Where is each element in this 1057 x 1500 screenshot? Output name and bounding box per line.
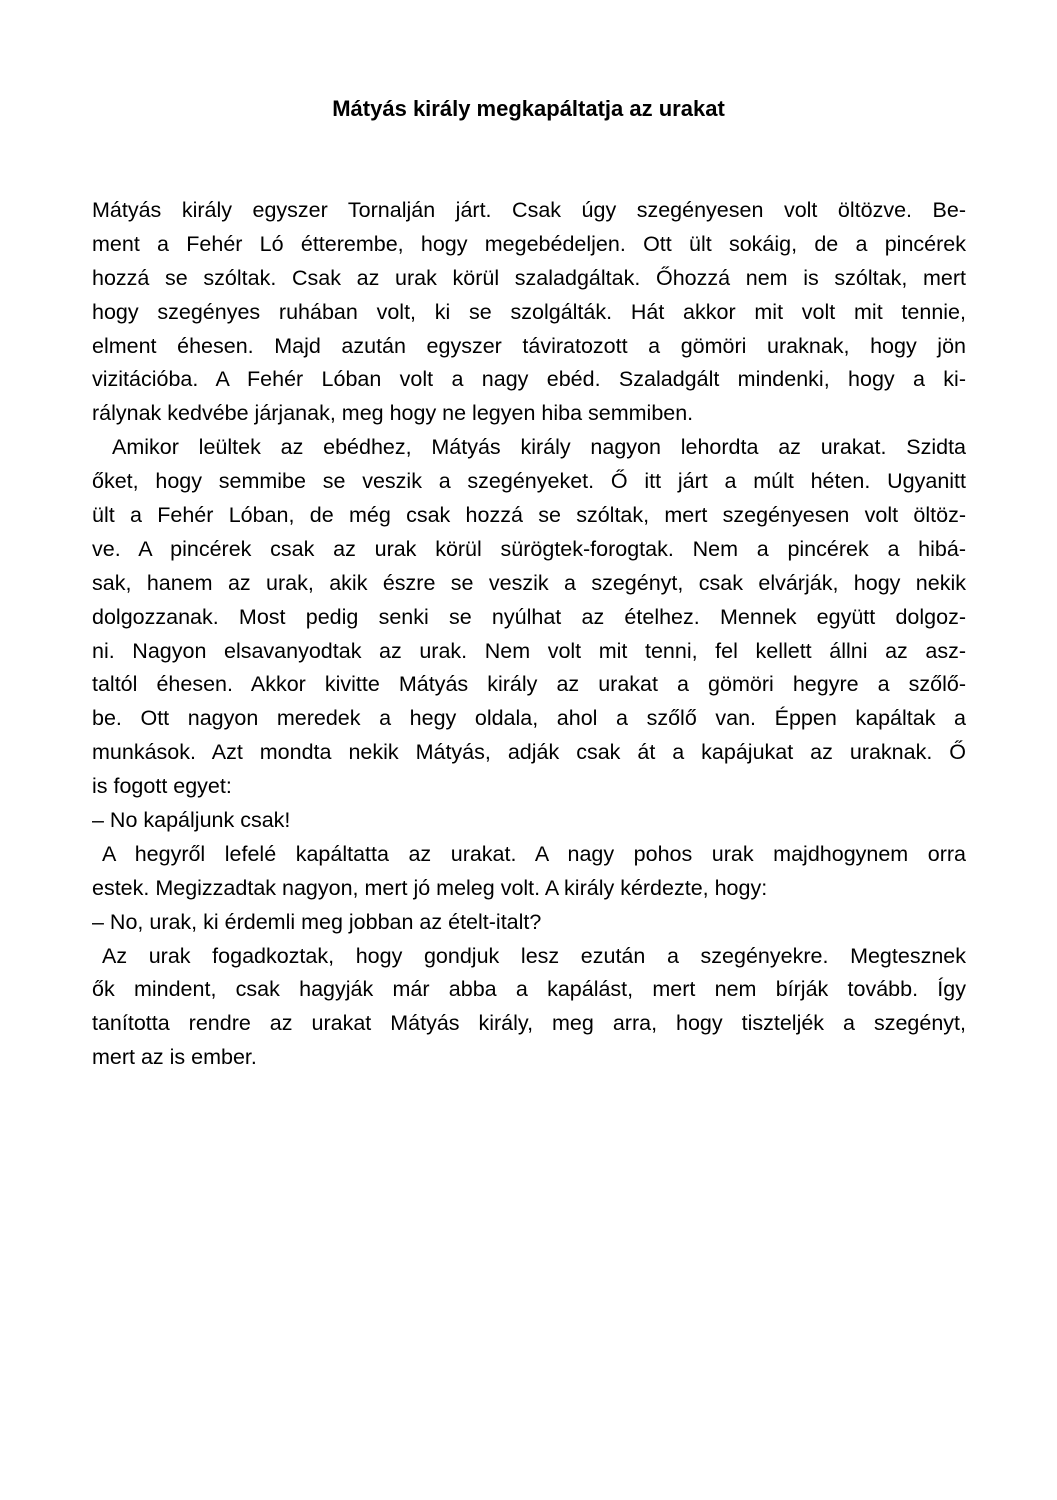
- text-line: be. Ott nagyon meredek a hegy oldala, ahol a szőlő van. Éppen kapáltak a: [92, 706, 966, 731]
- text-line: ve. A pincérek csak az urak körül sürögtek-forogtak. Nem a pincérek a hibá-: [92, 536, 966, 561]
- text-line: Amikor leültek az ebédhez, Mátyás király nagyon lehordta az urakat. Szidta: [112, 435, 966, 460]
- text-line: A hegyről lefelé kapáltatta az urakat. A nagy pohos urak majdhogynem orra: [102, 841, 966, 866]
- text-line: elment éhesen. Majd azután egyszer táviratozott a gömöri uraknak, hogy jön: [92, 333, 966, 358]
- story-body: [92, 194, 966, 1075]
- text-line: ment a Fehér Ló étterembe, hogy megebédeljen. Ott ült sokáig, de a pincérek: [92, 231, 966, 256]
- text-line: őket, hogy semmibe se veszik a szegényeket. Ő itt járt a múlt héten. Ugyanitt: [92, 469, 966, 494]
- text-line: taltól éhesen. Akkor kivitte Mátyás király az urakat a gömöri hegyre a szőlő-: [92, 672, 966, 697]
- text-line: estek. Megizzadtak nagyon, mert jó meleg volt. A király kérdezte, hogy:: [92, 875, 768, 900]
- text-line: munkások. Azt mondta nekik Mátyás, adják csak át a kapájukat az uraknak. Ő: [92, 740, 966, 765]
- text-line: Mátyás király egyszer Tornalján járt. Csak úgy szegényesen volt öltözve. Be-: [92, 198, 966, 222]
- text-line: dolgozzanak. Most pedig senki se nyúlhat az ételhez. Mennek együtt dolgoz-: [92, 604, 966, 629]
- text-line: – No kapáljunk csak!: [92, 808, 291, 833]
- text-line: sak, hanem az urak, akik észre se veszik a szegényt, csak elvárják, hogy nekik: [92, 570, 966, 595]
- text-line: ült a Fehér Lóban, de még csak hozzá se szóltak, mert szegényesen volt öltöz-: [92, 503, 966, 528]
- text-line: mert az is ember.: [92, 1045, 257, 1070]
- text-line: – No, urak, ki érdemli meg jobban az ételt-italt?: [92, 909, 542, 934]
- story-title: Mátyás király megkapáltatja az urakat: [332, 96, 725, 121]
- text-line: is fogott egyet:: [92, 774, 232, 799]
- text-line: rálynak kedvébe járjanak, meg hogy ne legyen hiba semmiben.: [92, 401, 694, 426]
- text-line: ni. Nagyon elsavanyodtak az urak. Nem volt mit tenni, fel kellett állni az asz-: [92, 638, 966, 663]
- text-line: tanította rendre az urakat Mátyás király, meg arra, hogy tiszteljék a szegényt,: [92, 1011, 966, 1036]
- text-line: vizitációba. A Fehér Lóban volt a nagy ebéd. Szaladgált mindenki, hogy a ki-: [92, 367, 966, 392]
- text-line: hogy szegényes ruhában volt, ki se szolgálták. Hát akkor mit volt mit tennie,: [92, 299, 966, 324]
- text-line: ők mindent, csak hagyják már abba a kapálást, mert nem bírják tovább. Így: [92, 977, 966, 1002]
- text-line: hozzá se szóltak. Csak az urak körül szaladgáltak. Őhozzá nem is szóltak, mert: [92, 265, 966, 290]
- text-line: Az urak fogadkoztak, hogy gondjuk lesz ezután a szegényekre. Megtesznek: [102, 943, 966, 968]
